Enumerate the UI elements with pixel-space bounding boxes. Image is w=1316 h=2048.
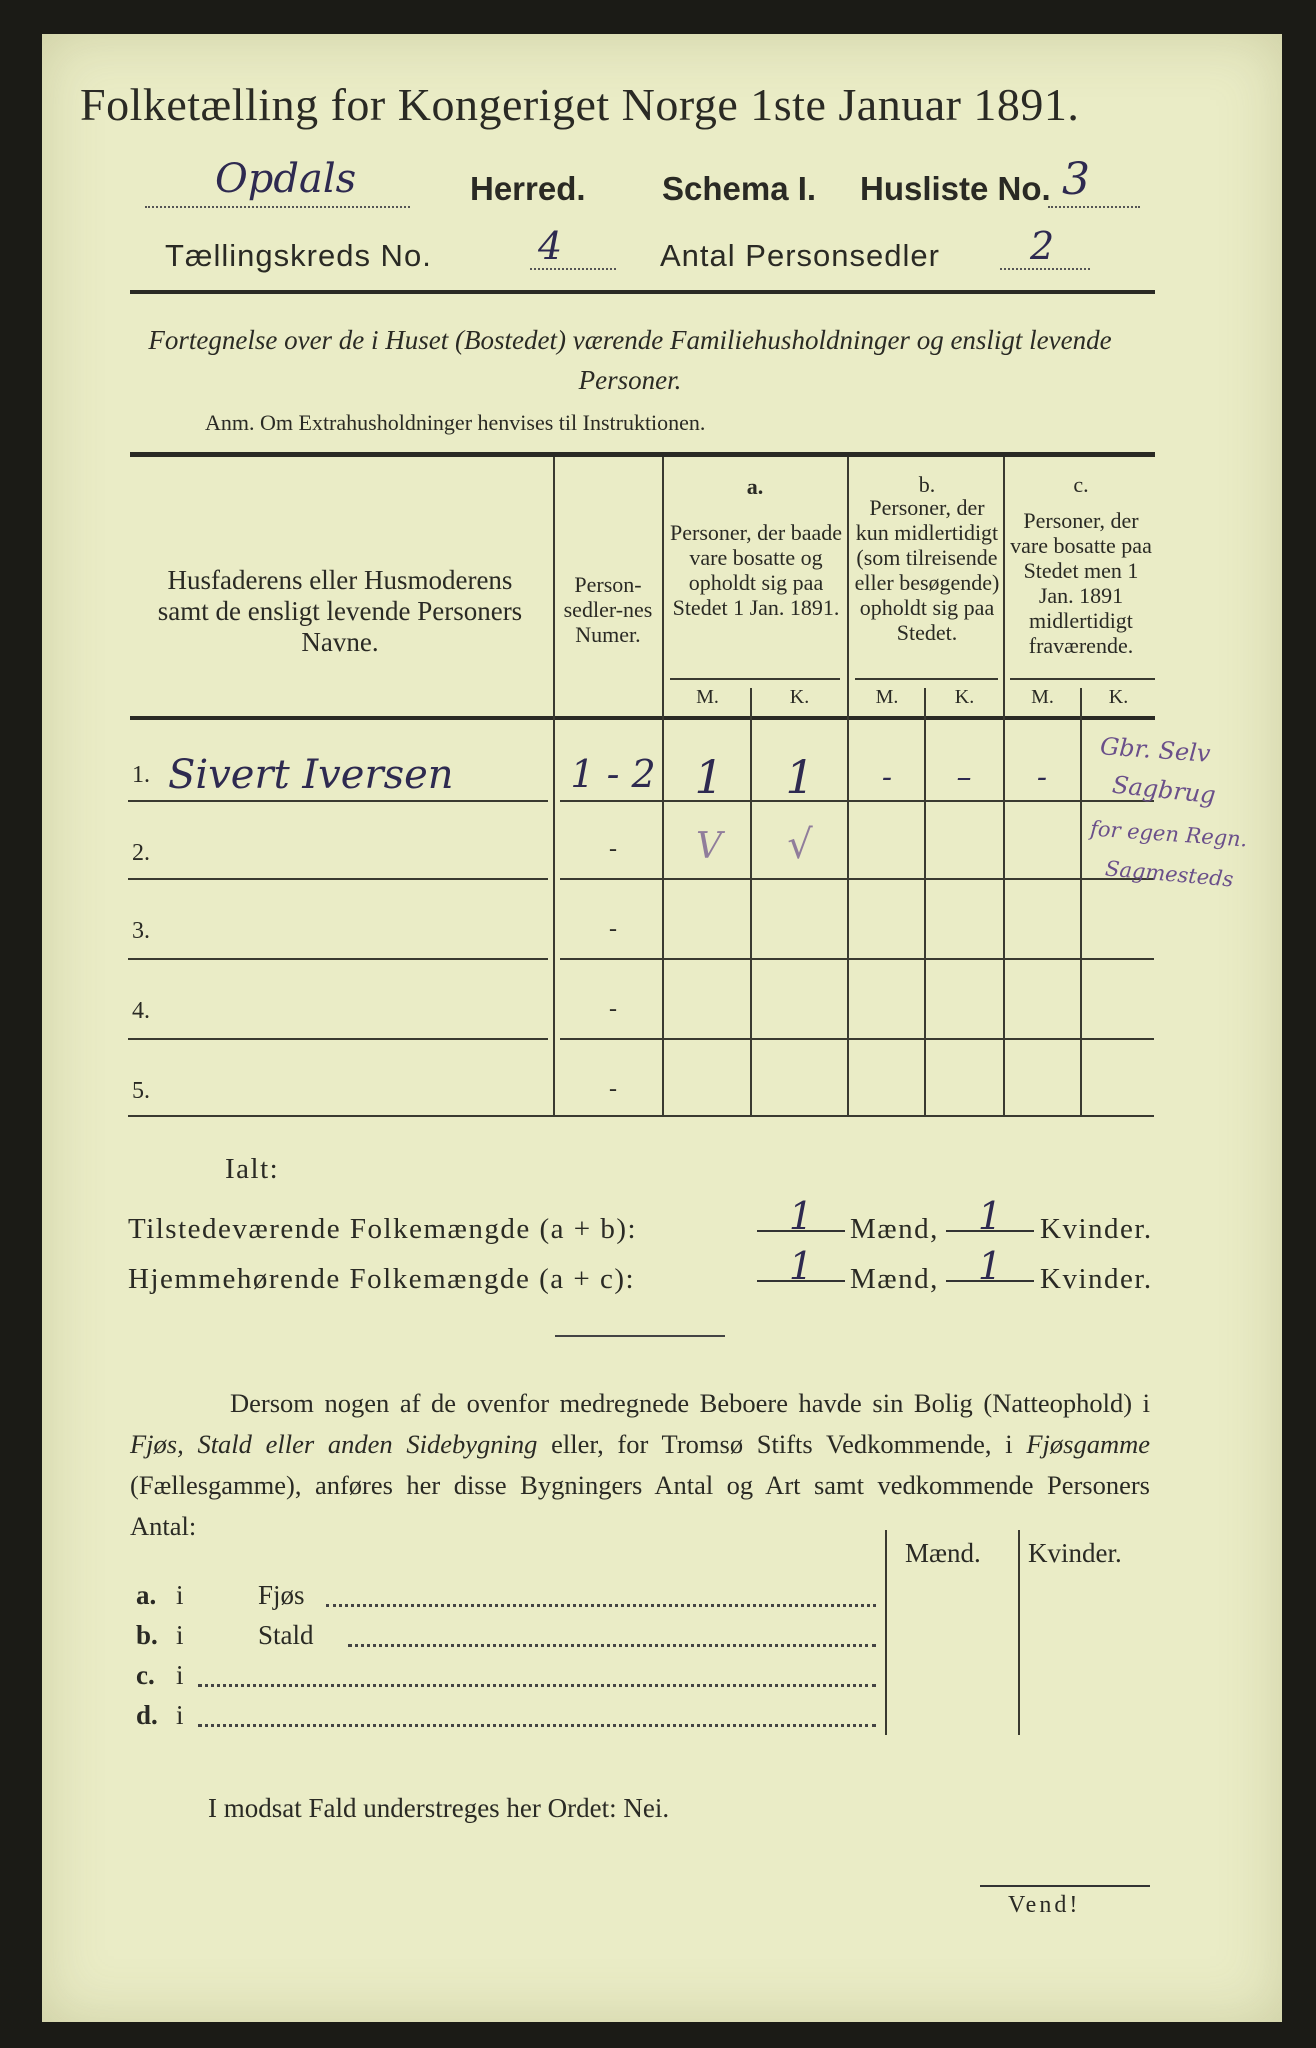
maend-label: Mænd, xyxy=(850,1213,939,1245)
cell-b-m: - xyxy=(881,760,893,795)
hjemme-label: Hjemmehørende Folkemængde (a + c): xyxy=(128,1263,636,1295)
kvinder-col-label: Kvinder. xyxy=(1028,1538,1122,1568)
para-text: Dersom nogen af de ovenfor medregnede Beboere havde sin Bolig (Natteophold) i xyxy=(230,1388,1150,1418)
tilstede-k-field xyxy=(946,1194,1034,1238)
header-rule xyxy=(130,290,1155,294)
row-prep: i xyxy=(176,1580,184,1610)
dotted-leader xyxy=(198,1684,876,1687)
row-line xyxy=(128,878,548,880)
maend-col-label: Mænd. xyxy=(905,1538,981,1568)
row-prep: i xyxy=(176,1700,184,1730)
husliste-label: Husliste No. xyxy=(860,170,1051,207)
row-line xyxy=(128,800,548,802)
row-number: 2. xyxy=(132,840,150,866)
antal-value: 2 xyxy=(1030,224,1056,268)
divider xyxy=(885,1530,887,1735)
herred-value: Opdals xyxy=(215,156,357,202)
row-numer: 1 - 2 xyxy=(570,752,656,796)
row-prep: i xyxy=(176,1620,184,1650)
col-c-m: M. xyxy=(1031,686,1054,708)
divider xyxy=(1010,678,1155,680)
form-subtitle: Fortegnelse over de i Huset (Bostedet) værende Familiehusholdninger og ensligt levende Personer. xyxy=(148,325,1112,395)
separator-rule xyxy=(555,1335,725,1337)
row-line xyxy=(560,958,1154,960)
col-c-k: K. xyxy=(1108,686,1129,708)
col-header-c: Personer, der vare bosatte paa Stedet men 1 Jan. 1891 midlertidigt fraværende. xyxy=(1010,508,1152,658)
kvinder-label: Kvinder. xyxy=(1040,1263,1153,1295)
cell-a-k: 1 xyxy=(785,750,815,804)
dotted-leader xyxy=(198,1724,876,1727)
buildings-instruction xyxy=(130,1383,1150,1547)
col-a-k: K. xyxy=(789,686,810,708)
maend-label: Mænd, xyxy=(850,1263,939,1295)
kvinder-label: Kvinder. xyxy=(1040,1213,1153,1245)
husliste-value: 3 xyxy=(1062,154,1090,205)
tilstede-k-value: 1 xyxy=(977,1194,1003,1238)
divider xyxy=(855,678,998,680)
divider xyxy=(1018,1530,1020,1735)
row-line xyxy=(560,1038,1154,1040)
col-header-numer: Person-sedler-nes Numer. xyxy=(563,572,653,647)
col-b-letter: b. xyxy=(918,472,936,497)
row-number: 1. xyxy=(132,762,150,788)
vend-rule xyxy=(980,1885,1150,1887)
row-numer: - xyxy=(609,916,617,942)
margin-note-line: for egen Regn. xyxy=(1089,816,1249,852)
tilstede-m-field xyxy=(757,1194,845,1238)
col-a-m: M. xyxy=(696,686,719,708)
row-label: Fjøs xyxy=(258,1580,305,1610)
row-number: 3. xyxy=(132,918,150,944)
divider xyxy=(662,457,664,1117)
row-letter: c. xyxy=(136,1660,155,1690)
table-top-rule xyxy=(130,452,1155,457)
row-number: 4. xyxy=(132,998,150,1024)
para-text: eller, for Tromsø Stifts Vedkommende, i xyxy=(537,1429,1027,1459)
col-header-a: Personer, der baade vare bosatte og opholdt sig paa Stedet 1 Jan. 1891. xyxy=(670,520,842,620)
hjemme-m-field xyxy=(757,1244,845,1288)
cell-a-m: 1 xyxy=(694,750,724,804)
table-header-rule xyxy=(130,716,1155,720)
hjemme-k-field xyxy=(946,1244,1034,1288)
dotted-leader xyxy=(326,1604,876,1607)
building-row-d xyxy=(136,1700,876,1731)
row-line xyxy=(128,1038,548,1040)
row-numer: - xyxy=(609,996,617,1022)
margin-note-line: Gbr. Selv xyxy=(1099,732,1212,768)
row-label: Stald xyxy=(258,1620,314,1650)
building-row-fjos xyxy=(136,1580,876,1611)
row-prep: i xyxy=(176,1660,184,1690)
row-numer: - xyxy=(609,1076,617,1102)
building-row-c xyxy=(136,1660,876,1691)
schema-label: Schema I. xyxy=(662,170,817,207)
divider xyxy=(553,457,555,1117)
col-header-b: Personer, der kun midlertidigt (som tilreisende eller besøgende) opholdt sig paa Stedet. xyxy=(854,495,1000,645)
col-a-letter: a. xyxy=(746,474,764,499)
vend-label: Vend! xyxy=(1008,1892,1081,1918)
row-letter: a. xyxy=(136,1580,157,1610)
divider xyxy=(1003,457,1005,1117)
col-c-letter: c. xyxy=(1073,472,1089,497)
tilstede-m-value: 1 xyxy=(788,1194,814,1238)
para-italic: Fjøs, Stald eller anden Sidebygning xyxy=(130,1429,538,1459)
herred-label: Herred. xyxy=(470,170,586,207)
row-line xyxy=(560,878,1154,880)
row-line xyxy=(128,958,548,960)
row-name: Sivert Iversen xyxy=(168,752,454,798)
antal-field xyxy=(1000,224,1096,278)
divider xyxy=(670,678,840,680)
divider xyxy=(750,688,752,1117)
row-line xyxy=(560,800,1154,802)
annotation-note: Anm. Om Extrahusholdninger henvises til Instruktionen. xyxy=(205,410,706,435)
kreds-field xyxy=(530,224,620,278)
form-title: Folketælling for Kongeriget Norge 1ste Januar 1891. xyxy=(80,79,1080,130)
kreds-value: 4 xyxy=(538,224,564,268)
col-b-k: K. xyxy=(954,686,975,708)
tilstede-label: Tilstedeværende Folkemængde (a + b): xyxy=(128,1213,638,1245)
margin-note-line: Sagmesteds xyxy=(1104,856,1235,892)
hjemme-m-value: 1 xyxy=(788,1244,814,1288)
divider xyxy=(924,688,926,1117)
ialt-label: Ialt: xyxy=(225,1153,280,1185)
row-numer: - xyxy=(609,836,617,862)
para-text: (Fællesgamme), anføres her disse Bygningers Antal og Art samt vedkommende Personers Antal: xyxy=(130,1470,1150,1541)
row-number: 5. xyxy=(132,1078,150,1104)
cell-a-m: V xyxy=(696,826,722,867)
margin-note-line: Sagbrug xyxy=(1110,770,1217,810)
row-letter: b. xyxy=(136,1620,158,1650)
cell-b-k: – xyxy=(956,760,972,795)
building-row-stald xyxy=(136,1620,876,1651)
divider xyxy=(1080,688,1082,1117)
col-header-name: Husfaderens eller Husmoderens samt de ensligt levende Personers Navne. xyxy=(157,565,523,657)
cell-a-k: √ xyxy=(787,822,813,868)
modsat-text: I modsat Fald understreges her Ordet: Nei. xyxy=(208,1793,670,1823)
cell-c-m: - xyxy=(1036,760,1048,795)
col-b-m: M. xyxy=(875,686,899,708)
table-bottom-rule xyxy=(128,1115,1154,1117)
antal-label: Antal Personsedler xyxy=(660,238,940,273)
row-letter: d. xyxy=(136,1700,158,1730)
divider xyxy=(847,457,849,1117)
hjemme-k-value: 1 xyxy=(977,1244,1003,1288)
husliste-field xyxy=(1048,154,1146,216)
dotted-leader xyxy=(348,1644,876,1647)
kreds-label: Tællingskreds No. xyxy=(165,238,432,273)
para-italic: Fjøsgamme xyxy=(1026,1429,1150,1459)
herred-field xyxy=(145,156,410,208)
